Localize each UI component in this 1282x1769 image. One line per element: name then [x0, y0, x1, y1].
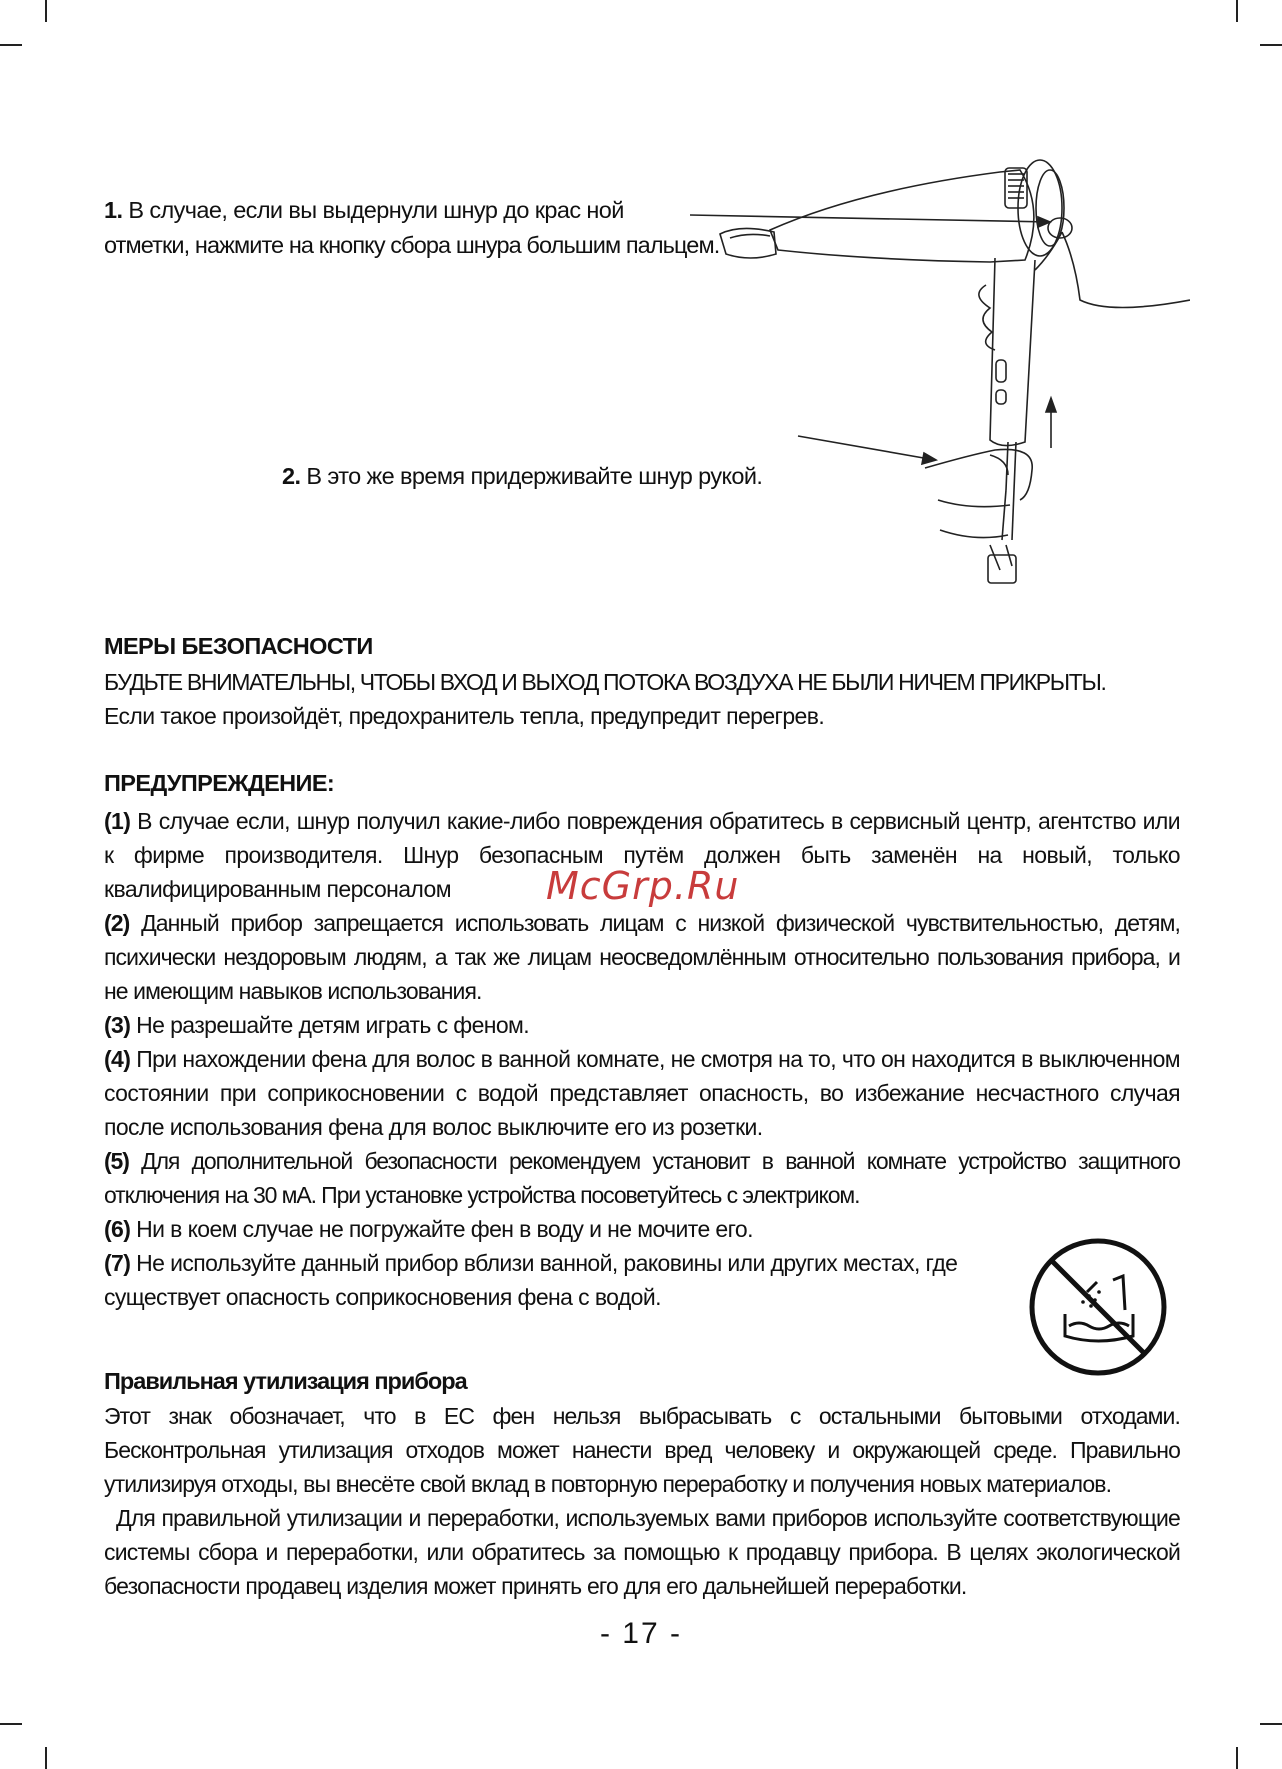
warning-item-1: (1) В случае если, шнур получил какие-либо повреждения обратитесь в сервисный центр, агентство или к фирме производителя. Шнур безопасным путём должен быть заменён на новый, только квалифицированным персоналом	[104, 808, 1180, 902]
crop-mark	[45, 0, 47, 22]
crop-mark	[45, 1747, 47, 1769]
warning-item-3: (3) Не разрешайте детям играть с феном.	[104, 1012, 530, 1038]
watermark: McGrp.Ru	[546, 864, 740, 908]
warning-item-5: (5) Для дополнительной безопасности рекомендуем установит в ванной комнате устройство защитного отключения на 30 мА. При установке устройства посоветуйтесь с электриком.	[104, 1148, 1180, 1208]
crop-mark	[1236, 0, 1238, 22]
safety-text	[104, 665, 1180, 733]
crop-mark	[0, 1723, 22, 1725]
safety-title: МЕРЫ БЕЗОПАСНОСТИ	[104, 633, 373, 659]
page-number: - 17 -	[599, 1617, 683, 1650]
no-water-icon	[1025, 1234, 1171, 1380]
disposal-text	[104, 1399, 1180, 1603]
crop-mark	[1236, 1747, 1238, 1769]
disposal-title: Правильная утилизация прибора	[104, 1368, 467, 1394]
warning-item-7: (7) Не используйте данный прибор вблизи ванной, раковины или других местах, где существует опасность соприкосновения фена с водой.	[104, 1250, 958, 1310]
safety-line1: БУДЬТЕ ВНИМАТЕЛЬНЫ, ЧТОБЫ ВХОД И ВЫХОД ПОТОКА ВОЗДУХА НЕ БЫЛИ НИЧЕМ ПРИКРЫТЫ.	[104, 669, 1106, 695]
safety-line2: Если такое произойдёт, предохранитель тепла, предупредит перегрев.	[104, 703, 825, 729]
disposal-paragraph-2: Для правильной утилизации и переработки, используемых вами приборов используйте соответствующие системы сбора и переработки, или обратитесь за помощью к продавцу прибора. В целях экологической безопасности продавец изделия может принять его для его дальнейшей переработки.	[104, 1505, 1180, 1599]
warning-item-6: (6) Ни в коем случае не погружайте фен в воду и не мочите его.	[104, 1216, 753, 1242]
warning-item-4: (4) При нахождении фена для волос в ванной комнате, не смотря на то, что он находится в выключенном состоянии при соприкосновении с водой представляет опасность, во избежание несчастного случая после использования фена для волос выключите его из розетки.	[104, 1046, 1180, 1140]
warning-item-2: (2) Данный прибор запрещается использовать лицам с низкой физической чувствительностью, детям, психически нездоровым людям, а так же лицам неосведомлённым относительно пользования прибора, и не имеющим навыков использования.	[104, 910, 1181, 1004]
crop-mark	[1260, 44, 1282, 46]
crop-mark	[1260, 1723, 1282, 1725]
step1-line1: 1. В случае, если вы выдернули шнур до крас ной	[104, 197, 624, 223]
disposal-paragraph-1: Этот знак обозначает, что в ЕС фен нельзя выбрасывать с остальными бытовыми отходами. Бесконтрольная утилизация отходов может нанести вред человеку и окружающей среде. Правильно утилизируя отходы, вы внесёте свой вклад в повторную переработку и получения новых материалов.	[104, 1403, 1180, 1497]
crop-mark	[0, 44, 22, 46]
warning-title: ПРЕДУПРЕЖДЕНИЕ:	[104, 770, 335, 796]
hair-dryer-illustration	[690, 150, 1190, 620]
step2-label: 2. В это же время придерживайте шнур рукой.	[282, 463, 763, 489]
step1-line2: отметки, нажмите на кнопку сбора шнура большим пальцем.	[104, 232, 720, 258]
